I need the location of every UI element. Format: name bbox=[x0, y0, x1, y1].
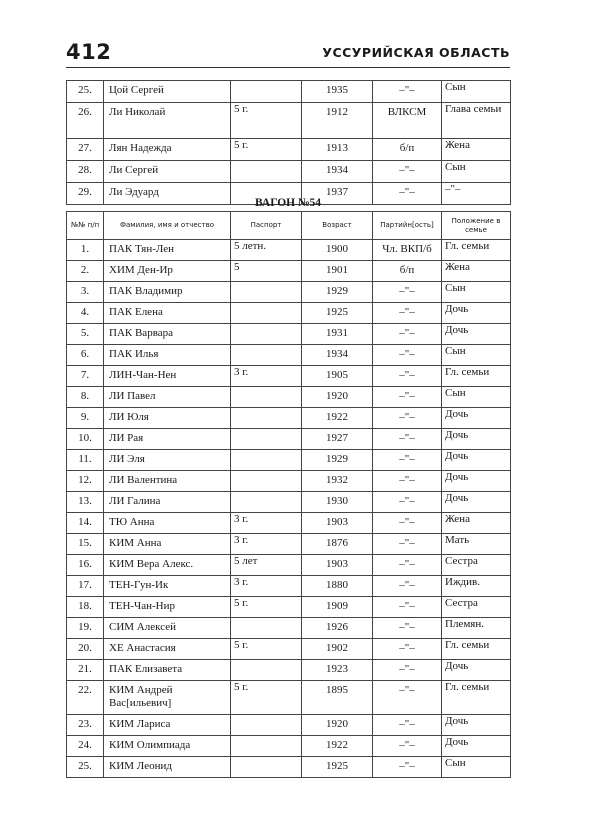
cell-name: КИМ Анна bbox=[104, 534, 231, 555]
cell-party: –"– bbox=[373, 324, 442, 345]
cell-party: –"– bbox=[373, 282, 442, 303]
cell-age: 1920 bbox=[302, 387, 373, 408]
cell-passport bbox=[231, 408, 302, 429]
col-header-passport: Паспорт bbox=[231, 212, 302, 240]
cell-num: 2. bbox=[67, 261, 104, 282]
cell-num: 13. bbox=[67, 492, 104, 513]
cell-num: 28. bbox=[67, 161, 104, 183]
cell-party: –"– bbox=[373, 183, 442, 205]
cell-age: 1923 bbox=[302, 660, 373, 681]
cell-name: КИМ Андрей Вас[ильевич] bbox=[104, 681, 231, 715]
cell-position: Мать bbox=[442, 534, 511, 555]
cell-num: 12. bbox=[67, 471, 104, 492]
cell-num: 17. bbox=[67, 576, 104, 597]
cell-name: ТЕН-Чан-Нир bbox=[104, 597, 231, 618]
running-title: УССУРИЙСКАЯ ОБЛАСТЬ bbox=[322, 45, 510, 60]
cell-age: 1903 bbox=[302, 513, 373, 534]
page-header bbox=[66, 40, 510, 68]
cell-age: 1922 bbox=[302, 736, 373, 757]
cell-position: Сын bbox=[442, 387, 511, 408]
cell-position: Сын bbox=[442, 81, 511, 103]
cell-age: 1920 bbox=[302, 715, 373, 736]
table-row bbox=[67, 81, 511, 103]
cell-position: Сестра bbox=[442, 597, 511, 618]
cell-age: 1900 bbox=[302, 240, 373, 261]
cell-party: б/п bbox=[373, 139, 442, 161]
cell-position: Дочь bbox=[442, 736, 511, 757]
cell-name: КИМ Олимпиада bbox=[104, 736, 231, 757]
cell-passport bbox=[231, 429, 302, 450]
cell-num: 18. bbox=[67, 597, 104, 618]
cell-num: 24. bbox=[67, 736, 104, 757]
cell-party: –"– bbox=[373, 408, 442, 429]
cell-party: –"– bbox=[373, 555, 442, 576]
cell-passport bbox=[231, 736, 302, 757]
cell-party: –"– bbox=[373, 681, 442, 715]
cell-position: Дочь bbox=[442, 471, 511, 492]
cell-name: Ли Сергей bbox=[104, 161, 231, 183]
cell-age: 1922 bbox=[302, 408, 373, 429]
cell-position: Гл. семьи bbox=[442, 240, 511, 261]
cell-passport bbox=[231, 81, 302, 103]
cell-name: ПАК Елизавета bbox=[104, 660, 231, 681]
cell-party: Чл. ВКП/б bbox=[373, 240, 442, 261]
cell-passport bbox=[231, 303, 302, 324]
cell-passport: 5 лет bbox=[231, 555, 302, 576]
cell-age: 1931 bbox=[302, 324, 373, 345]
cell-party: –"– bbox=[373, 597, 442, 618]
cell-age: 1913 bbox=[302, 139, 373, 161]
cell-num: 27. bbox=[67, 139, 104, 161]
cell-party: –"– bbox=[373, 618, 442, 639]
cell-num: 1. bbox=[67, 240, 104, 261]
cell-name: ТЕН-Гун-Ик bbox=[104, 576, 231, 597]
cell-party: –"– bbox=[373, 81, 442, 103]
cell-age: 1901 bbox=[302, 261, 373, 282]
cell-num: 19. bbox=[67, 618, 104, 639]
cell-party: –"– bbox=[373, 576, 442, 597]
col-header-age: Возраст bbox=[302, 212, 373, 240]
cell-name: ТЮ Анна bbox=[104, 513, 231, 534]
cell-passport: 5 г. bbox=[231, 639, 302, 660]
continued-table bbox=[66, 80, 511, 205]
cell-num: 7. bbox=[67, 366, 104, 387]
continued-table-body bbox=[67, 81, 511, 205]
cell-party: –"– bbox=[373, 303, 442, 324]
cell-num: 25. bbox=[67, 81, 104, 103]
cell-passport: 5 г. bbox=[231, 597, 302, 618]
cell-num: 4. bbox=[67, 303, 104, 324]
cell-name: Ли Эдуард bbox=[104, 183, 231, 205]
table-row bbox=[67, 345, 511, 366]
cell-age: 1932 bbox=[302, 471, 373, 492]
cell-party: –"– bbox=[373, 513, 442, 534]
cell-age: 1927 bbox=[302, 429, 373, 450]
cell-position: Гл. семьи bbox=[442, 681, 511, 715]
cell-age: 1937 bbox=[302, 183, 373, 205]
table-row bbox=[67, 492, 511, 513]
table-row bbox=[67, 513, 511, 534]
table-row bbox=[67, 757, 511, 778]
col-header-num: №№ п/п bbox=[67, 212, 104, 240]
cell-num: 23. bbox=[67, 715, 104, 736]
col-header-party: Партийн[ость] bbox=[373, 212, 442, 240]
cell-party: –"– bbox=[373, 715, 442, 736]
cell-passport: 5 г. bbox=[231, 103, 302, 139]
cell-passport bbox=[231, 715, 302, 736]
table-row bbox=[67, 303, 511, 324]
cell-num: 22. bbox=[67, 681, 104, 715]
cell-position: –"– bbox=[442, 183, 511, 205]
cell-party: б/п bbox=[373, 261, 442, 282]
cell-age: 1912 bbox=[302, 103, 373, 139]
cell-num: 10. bbox=[67, 429, 104, 450]
cell-party: –"– bbox=[373, 161, 442, 183]
cell-party: –"– bbox=[373, 639, 442, 660]
cell-age: 1934 bbox=[302, 161, 373, 183]
wagon-table-body bbox=[67, 240, 511, 778]
cell-position: Сын bbox=[442, 282, 511, 303]
cell-passport bbox=[231, 161, 302, 183]
cell-passport: 5 bbox=[231, 261, 302, 282]
cell-age: 1902 bbox=[302, 639, 373, 660]
header-rule bbox=[66, 67, 510, 68]
cell-party: –"– bbox=[373, 534, 442, 555]
cell-position: Племян. bbox=[442, 618, 511, 639]
cell-num: 11. bbox=[67, 450, 104, 471]
cell-age: 1876 bbox=[302, 534, 373, 555]
cell-passport bbox=[231, 660, 302, 681]
cell-position: Дочь bbox=[442, 324, 511, 345]
table-row bbox=[67, 324, 511, 345]
table-row bbox=[67, 408, 511, 429]
cell-passport bbox=[231, 450, 302, 471]
cell-num: 26. bbox=[67, 103, 104, 139]
cell-party: –"– bbox=[373, 471, 442, 492]
cell-name: ЛИ Юля bbox=[104, 408, 231, 429]
table-row bbox=[67, 660, 511, 681]
cell-position: Дочь bbox=[442, 492, 511, 513]
cell-passport: 3 г. bbox=[231, 366, 302, 387]
table-row bbox=[67, 240, 511, 261]
table-row bbox=[67, 387, 511, 408]
cell-position: Сын bbox=[442, 161, 511, 183]
cell-position: Дочь bbox=[442, 303, 511, 324]
table-row bbox=[67, 282, 511, 303]
cell-position: Гл. семьи bbox=[442, 366, 511, 387]
cell-passport: 3 г. bbox=[231, 534, 302, 555]
cell-party: –"– bbox=[373, 387, 442, 408]
cell-position: Жена bbox=[442, 139, 511, 161]
cell-name: ЛИ Валентина bbox=[104, 471, 231, 492]
cell-name: КИМ Лариса bbox=[104, 715, 231, 736]
cell-num: 5. bbox=[67, 324, 104, 345]
cell-position: Дочь bbox=[442, 429, 511, 450]
cell-age: 1926 bbox=[302, 618, 373, 639]
page-number: 412 bbox=[66, 40, 112, 64]
cell-passport bbox=[231, 757, 302, 778]
cell-passport bbox=[231, 618, 302, 639]
cell-passport bbox=[231, 471, 302, 492]
table-row bbox=[67, 450, 511, 471]
cell-age: 1925 bbox=[302, 757, 373, 778]
cell-passport bbox=[231, 492, 302, 513]
col-header-position: Положение в семье bbox=[442, 212, 511, 240]
cell-passport: 3 г. bbox=[231, 576, 302, 597]
cell-passport bbox=[231, 387, 302, 408]
cell-num: 16. bbox=[67, 555, 104, 576]
cell-party: –"– bbox=[373, 757, 442, 778]
table-row bbox=[67, 681, 511, 715]
cell-name: ПАК Елена bbox=[104, 303, 231, 324]
table-row bbox=[67, 261, 511, 282]
table-row bbox=[67, 736, 511, 757]
cell-party: –"– bbox=[373, 429, 442, 450]
cell-age: 1895 bbox=[302, 681, 373, 715]
cell-num: 9. bbox=[67, 408, 104, 429]
table-row bbox=[67, 366, 511, 387]
cell-party: –"– bbox=[373, 366, 442, 387]
cell-name: Цой Сергей bbox=[104, 81, 231, 103]
cell-passport: 5 летн. bbox=[231, 240, 302, 261]
cell-party: –"– bbox=[373, 345, 442, 366]
cell-name: СИМ Алексей bbox=[104, 618, 231, 639]
table-row bbox=[67, 429, 511, 450]
cell-age: 1909 bbox=[302, 597, 373, 618]
cell-name: ЛИ Эля bbox=[104, 450, 231, 471]
cell-name: ЛИ Павел bbox=[104, 387, 231, 408]
cell-age: 1925 bbox=[302, 303, 373, 324]
cell-num: 15. bbox=[67, 534, 104, 555]
table-row bbox=[67, 715, 511, 736]
cell-passport bbox=[231, 345, 302, 366]
cell-age: 1903 bbox=[302, 555, 373, 576]
cell-name: ПАК Илья bbox=[104, 345, 231, 366]
cell-position: Жена bbox=[442, 261, 511, 282]
table-row bbox=[67, 139, 511, 161]
cell-party: –"– bbox=[373, 660, 442, 681]
cell-age: 1880 bbox=[302, 576, 373, 597]
table-header-row bbox=[67, 212, 511, 240]
table-row bbox=[67, 639, 511, 660]
cell-name: ЛИН-Чан-Нен bbox=[104, 366, 231, 387]
table-row bbox=[67, 161, 511, 183]
cell-num: 20. bbox=[67, 639, 104, 660]
cell-num: 14. bbox=[67, 513, 104, 534]
cell-name: ПАК Тян-Лен bbox=[104, 240, 231, 261]
cell-name: ЛИ Галина bbox=[104, 492, 231, 513]
cell-age: 1929 bbox=[302, 282, 373, 303]
cell-age: 1930 bbox=[302, 492, 373, 513]
cell-name: Ли Николай bbox=[104, 103, 231, 139]
cell-age: 1905 bbox=[302, 366, 373, 387]
cell-position: Иждив. bbox=[442, 576, 511, 597]
cell-num: 8. bbox=[67, 387, 104, 408]
table-row bbox=[67, 555, 511, 576]
cell-num: 3. bbox=[67, 282, 104, 303]
cell-position: Дочь bbox=[442, 660, 511, 681]
cell-position: Сестра bbox=[442, 555, 511, 576]
cell-name: КИМ Вера Алекс. bbox=[104, 555, 231, 576]
cell-age: 1934 bbox=[302, 345, 373, 366]
cell-position: Дочь bbox=[442, 715, 511, 736]
cell-age: 1929 bbox=[302, 450, 373, 471]
cell-position: Глава семьи bbox=[442, 103, 511, 139]
cell-position: Жена bbox=[442, 513, 511, 534]
cell-party: –"– bbox=[373, 736, 442, 757]
cell-party: ВЛКСМ bbox=[373, 103, 442, 139]
cell-num: 6. bbox=[67, 345, 104, 366]
table-row bbox=[67, 576, 511, 597]
section-title: ВАГОН №54 bbox=[254, 197, 322, 209]
cell-passport: 5 г. bbox=[231, 681, 302, 715]
wagon-table bbox=[66, 211, 511, 778]
cell-passport bbox=[231, 324, 302, 345]
cell-name: ПАК Владимир bbox=[104, 282, 231, 303]
cell-name: ЛИ Рая bbox=[104, 429, 231, 450]
cell-name: ПАК Варвара bbox=[104, 324, 231, 345]
cell-position: Дочь bbox=[442, 450, 511, 471]
cell-party: –"– bbox=[373, 450, 442, 471]
cell-party: –"– bbox=[373, 492, 442, 513]
cell-position: Сын bbox=[442, 345, 511, 366]
cell-name: ХИМ Ден-Ир bbox=[104, 261, 231, 282]
cell-position: Гл. семьи bbox=[442, 639, 511, 660]
cell-num: 29. bbox=[67, 183, 104, 205]
cell-num: 21. bbox=[67, 660, 104, 681]
table-row bbox=[67, 597, 511, 618]
table-row bbox=[67, 618, 511, 639]
cell-passport: 5 г. bbox=[231, 139, 302, 161]
cell-position: Сын bbox=[442, 757, 511, 778]
cell-age: 1935 bbox=[302, 81, 373, 103]
table-row bbox=[67, 471, 511, 492]
col-header-name: Фамилия, имя и отчество bbox=[104, 212, 231, 240]
table-row bbox=[67, 534, 511, 555]
cell-passport: 3 г. bbox=[231, 513, 302, 534]
cell-name: Лян Надежда bbox=[104, 139, 231, 161]
cell-name: ХЕ Анастасия bbox=[104, 639, 231, 660]
cell-name: КИМ Леонид bbox=[104, 757, 231, 778]
table-row bbox=[67, 103, 511, 139]
cell-num: 25. bbox=[67, 757, 104, 778]
cell-position: Дочь bbox=[442, 408, 511, 429]
cell-passport bbox=[231, 282, 302, 303]
